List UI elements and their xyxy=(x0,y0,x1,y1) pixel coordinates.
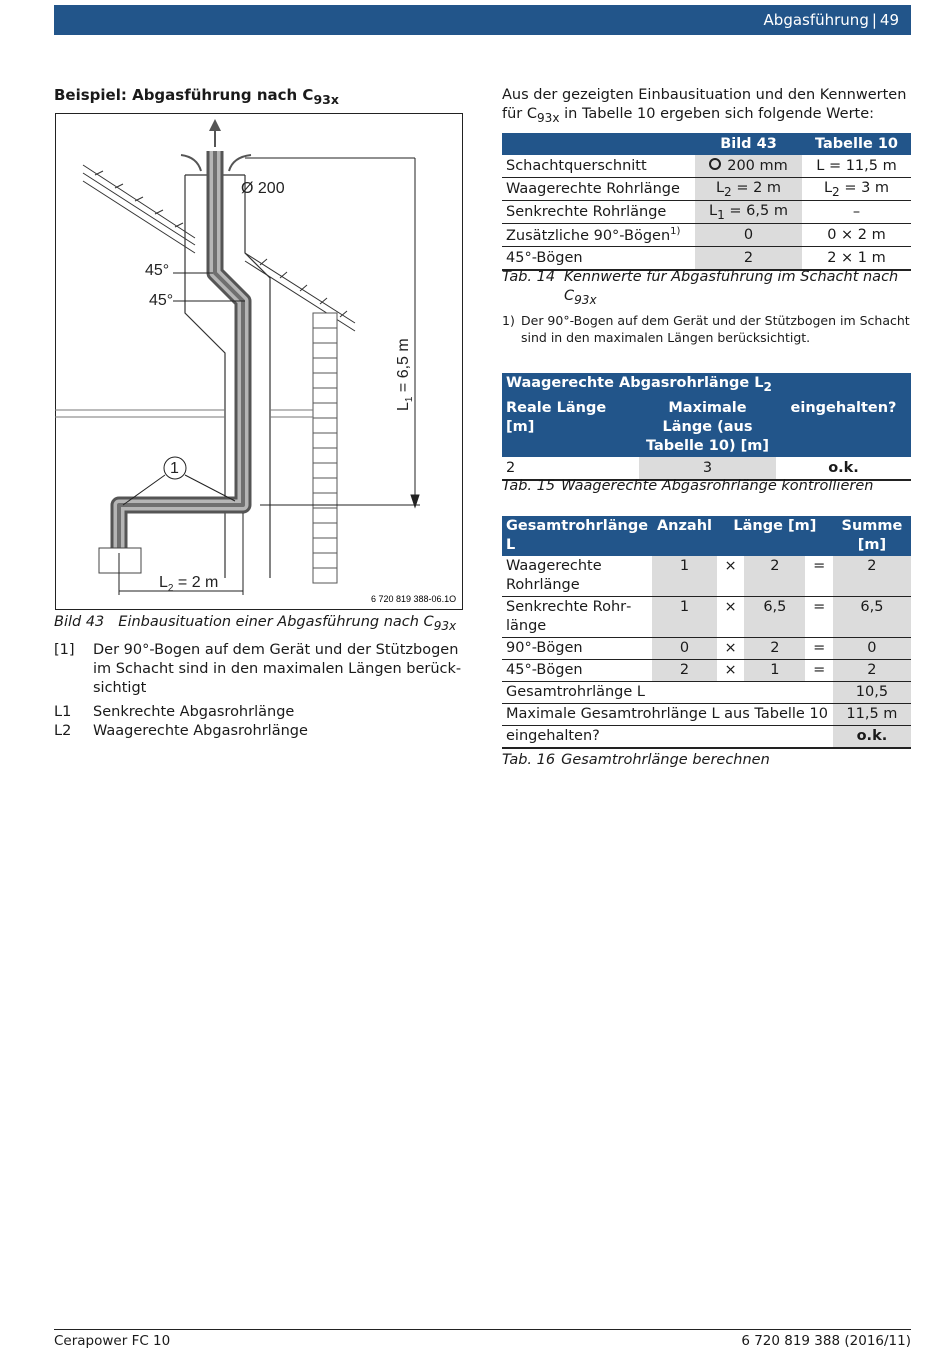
row-label: Maximale Gesamtrohrlänge L aus Tabelle 10 xyxy=(502,704,833,726)
table-row-total xyxy=(502,682,911,704)
row-label: Waagerechte Rohrlänge xyxy=(502,556,652,597)
cell-value: L xyxy=(709,202,718,219)
table-row xyxy=(502,457,911,480)
legend-key: [1] xyxy=(54,642,75,658)
cell-count: 1 xyxy=(652,597,717,638)
legend-item xyxy=(54,703,464,722)
cell-value: = 6,5 m xyxy=(724,202,788,219)
table-header-cell: eingehalten? xyxy=(776,398,911,457)
cell-value: L xyxy=(715,179,725,196)
figure-caption xyxy=(54,614,456,633)
table-row xyxy=(502,597,911,638)
legend-text: Der 90°-Bogen auf dem Gerät und der Stützbogen im Schacht sind in den maximalen Längen berücksichtigt xyxy=(93,642,462,696)
legend-key: L1 xyxy=(54,704,72,720)
figure-legend xyxy=(54,641,464,745)
table-header-cell: Gesamtrohrlänge L xyxy=(502,516,652,556)
cell-bild43 xyxy=(695,201,802,224)
footnote-key: 1) xyxy=(502,313,515,328)
legend-item xyxy=(54,722,464,741)
table-14 xyxy=(502,133,911,271)
cell-bild43: 2 xyxy=(695,247,802,271)
cell-operator: × xyxy=(717,556,744,597)
intro-line-1: Aus der gezeigten Einbausituation und den Kennwerten xyxy=(502,87,907,103)
table-row xyxy=(502,247,911,271)
table-header-cell: Bild 43 xyxy=(695,133,802,155)
footnote-marker: 1) xyxy=(670,226,681,238)
table-row xyxy=(502,638,911,660)
header-separator: | xyxy=(871,11,877,29)
cell-length: 2 xyxy=(744,638,805,660)
label-callout-1: 1 xyxy=(170,460,179,477)
appliance-outline xyxy=(99,548,141,573)
cell-tabelle10: 0 × 2 m xyxy=(802,224,911,247)
legend-text: Senkrechte Abgasrohrlänge xyxy=(93,704,295,720)
cell-count: 1 xyxy=(652,556,717,597)
cell-operator: × xyxy=(717,597,744,638)
intro-sub: 93x xyxy=(537,110,560,125)
table-row xyxy=(502,155,911,178)
cell-sum: 11,5 m xyxy=(833,704,911,726)
cell-value: L xyxy=(823,179,833,196)
cell-value: 200 mm xyxy=(727,158,788,174)
table-16 xyxy=(502,516,911,749)
table-title-text: Waagerechte Abgasrohrlänge L xyxy=(506,375,764,391)
table-caption-cont xyxy=(502,288,597,307)
cell-length: 1 xyxy=(744,660,805,682)
footer-rule xyxy=(54,1329,911,1330)
cell-length: 2 xyxy=(744,556,805,597)
cell-count: 0 xyxy=(652,638,717,660)
row-label: Schachtquerschnitt xyxy=(502,155,695,178)
table-header-row xyxy=(502,398,911,457)
cell-operator: × xyxy=(717,638,744,660)
row-label: Senkrechte Rohrlänge xyxy=(502,597,652,638)
cell-result: o.k. xyxy=(833,726,911,749)
table-row-ok xyxy=(502,726,911,749)
table-header-cell: Reale Länge [m] xyxy=(502,398,639,457)
table-row xyxy=(502,224,911,247)
table-caption-text: Gesamtrohrlänge berechnen xyxy=(561,752,770,768)
label-angle-1: 45° xyxy=(145,262,170,279)
figure-code: 6 720 819 388-06.1O xyxy=(371,594,457,604)
header-text xyxy=(764,11,899,29)
cell-sub: 2 xyxy=(832,184,840,199)
row-label: Gesamtrohrlänge L xyxy=(502,682,833,704)
legend-item xyxy=(54,641,464,698)
row-label: 45°-Bögen xyxy=(502,660,652,682)
table-caption-number: Tab. 14 xyxy=(502,269,556,285)
table-caption-sub: 93x xyxy=(574,292,597,307)
table-caption-text: Kennwerte für Abgasführung im Schacht nach xyxy=(564,269,899,285)
table-cell: o.k. xyxy=(776,457,911,480)
cell-sub: 1 xyxy=(717,207,725,222)
table-caption-c: C xyxy=(564,288,575,304)
cell-sum: 6,5 xyxy=(833,597,911,638)
table-row xyxy=(502,201,911,224)
example-title xyxy=(54,86,339,107)
cell-length: 6,5 xyxy=(744,597,805,638)
table-row xyxy=(502,178,911,201)
example-title-sub: 93x xyxy=(313,92,339,107)
table-title xyxy=(502,373,911,398)
page-header xyxy=(54,5,911,35)
cell-sum: 2 xyxy=(833,660,911,682)
cell-tabelle10: – xyxy=(802,201,911,224)
table-14-caption xyxy=(502,268,912,310)
legend-key: L2 xyxy=(54,723,72,739)
table-title-row xyxy=(502,373,911,398)
example-title-text: Beispiel: Abgasführung nach C xyxy=(54,86,314,104)
table-caption-number: Tab. 16 xyxy=(502,752,556,768)
cell-tabelle10 xyxy=(802,178,911,201)
label-diameter: Ø 200 xyxy=(241,180,285,197)
table-header-cell xyxy=(502,133,695,155)
intro-paragraph xyxy=(502,86,912,128)
cell-sum: 0 xyxy=(833,638,911,660)
table-row-max xyxy=(502,704,911,726)
row-label xyxy=(502,224,695,247)
table-15 xyxy=(502,373,911,481)
footer-doc-number: 6 720 819 388 (2016/11) xyxy=(741,1333,911,1349)
table-header-cell: Summe [m] xyxy=(833,516,911,556)
cell-equals: = xyxy=(805,660,832,682)
table-15-caption xyxy=(502,478,873,494)
brick-chimney xyxy=(313,313,337,583)
cell-equals: = xyxy=(805,556,832,597)
figure-caption-text: Einbausituation einer Abgasführung nach C xyxy=(118,614,434,630)
header-section: Abgasführung xyxy=(763,11,869,29)
footer-product: Cerapower FC 10 xyxy=(54,1333,171,1349)
row-label: 90°-Bögen xyxy=(502,638,652,660)
table-header-cell: Länge [m] xyxy=(717,516,833,556)
table-header-cell: Maximale Länge (aus Tabelle 10) [m] xyxy=(639,398,776,457)
table-row xyxy=(502,660,911,682)
table-title-sub: 2 xyxy=(763,379,772,394)
cell-equals: = xyxy=(805,597,832,638)
table-16-caption xyxy=(502,752,770,768)
row-label: Senkrechte Rohrlänge xyxy=(502,201,695,224)
label-l1: $L_1 = 6,5$ m xyxy=(395,338,415,411)
cell-count: 2 xyxy=(652,660,717,682)
table-caption-number: Tab. 15 xyxy=(502,478,556,494)
cell-bild43: 0 xyxy=(695,224,802,247)
cell-tabelle10: 2 × 1 m xyxy=(802,247,911,271)
label-angle-2: 45° xyxy=(149,292,174,309)
legend-text: Waagerechte Abgasrohrlänge xyxy=(93,723,308,739)
cell-value: = 2 m xyxy=(731,179,782,196)
row-label: 45°-Bögen xyxy=(502,247,695,271)
figure-caption-sub: 93x xyxy=(433,618,457,633)
table-header-cell: Tabelle 10 xyxy=(802,133,911,155)
table-row xyxy=(502,556,911,597)
cell-sum: 10,5 xyxy=(833,682,911,704)
table-header-row xyxy=(502,516,911,556)
label-l2: $L_2 = 2$ m xyxy=(159,574,219,594)
table-14-footnote xyxy=(502,312,912,346)
table-header-row xyxy=(502,133,911,155)
cell-sum: 2 xyxy=(833,556,911,597)
intro-line-2-post: in Tabelle 10 ergeben sich folgende Werte: xyxy=(559,106,875,122)
table-cell: 3 xyxy=(639,457,776,480)
table-caption-text: Waagerechte Abgasrohrlänge kontrollieren xyxy=(561,478,874,494)
figure-caption-number: Bild 43 xyxy=(54,614,105,630)
cell-value: = 3 m xyxy=(839,179,890,196)
cell-sub: 2 xyxy=(724,184,732,199)
row-label: Waagerechte Rohrlänge xyxy=(502,178,695,201)
table-cell: 2 xyxy=(502,457,639,480)
cell-tabelle10: L = 11,5 m xyxy=(802,155,911,178)
cell-equals: = xyxy=(805,638,832,660)
cell-bild43 xyxy=(695,155,802,178)
page-number: 49 xyxy=(879,11,899,29)
footnote-text: Der 90°-Bogen auf dem Gerät und der Stützbogen im Schacht sind in den maximalen Längen berücksichtigt. xyxy=(521,313,910,345)
circle-icon xyxy=(709,158,721,170)
table-header-cell: Anzahl xyxy=(652,516,717,556)
row-label: eingehalten? xyxy=(502,726,833,749)
flue-installation-figure xyxy=(55,113,463,610)
intro-line-2-pre: für C xyxy=(502,106,537,122)
cell-operator: × xyxy=(717,660,744,682)
cell-bild43 xyxy=(695,178,802,201)
row-label-text: Zusätzliche 90°-Bögen xyxy=(506,227,671,244)
